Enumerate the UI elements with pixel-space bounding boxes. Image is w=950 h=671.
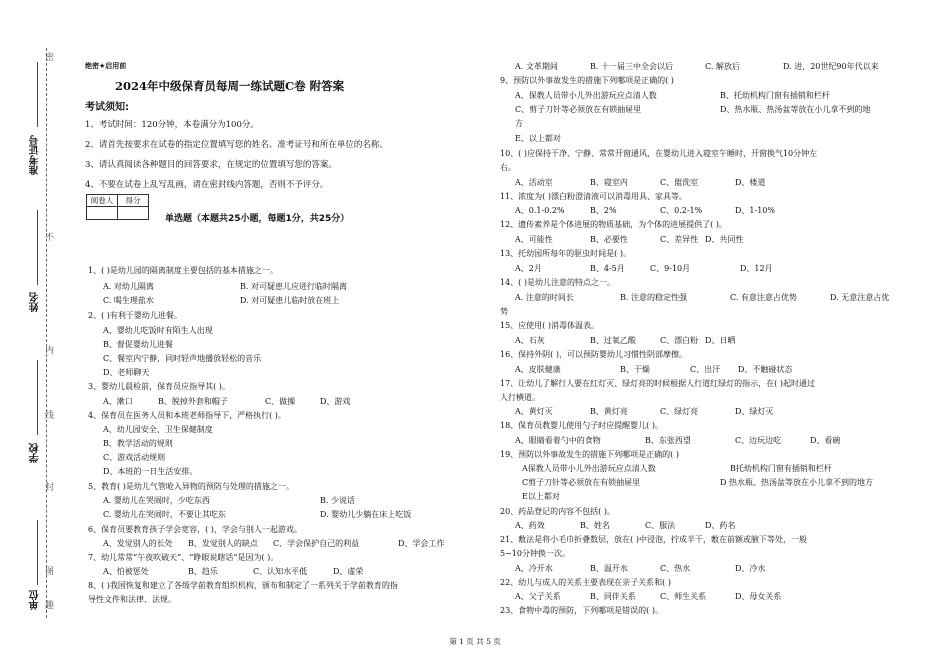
unit-label: 单位	[30, 590, 41, 610]
answer-option: C剪子刀针等必须放在有锁抽屉里	[522, 478, 641, 487]
answer-option: D、老师聊天	[103, 368, 150, 377]
answer-option: D、12月	[740, 264, 773, 273]
score-cell[interactable]	[118, 207, 149, 220]
answer-option: B、姓名	[580, 521, 610, 530]
question-text: 5、教育( )是幼儿气管呛入异物的预防与处理的措施之一。	[88, 482, 294, 491]
answer-option: C. 喝生理盐水	[103, 296, 154, 305]
answer-option: C、师生关系	[660, 592, 707, 601]
answer-option: C. 解放后	[705, 62, 740, 71]
answer-option: A、眼睛看着勺中的食物	[515, 436, 601, 445]
answer-option: D 热水瓶、热汤盆等放在小儿拿不到的地方	[720, 478, 873, 487]
answer-option: B、趋乐	[188, 567, 218, 576]
question-text: 12、遗传素养是个体进展的物质基础，为个体的进展提供了( )。	[500, 220, 727, 229]
answer-option: B、发觉别人的缺点	[188, 539, 258, 548]
answer-option: B、教学活动的规则	[103, 439, 173, 448]
answer-option: B、4-5月	[590, 264, 625, 273]
answer-option: C、0.2-1%	[660, 206, 703, 215]
margin-mark: 内	[43, 345, 53, 354]
question-text: 1、( )是幼儿园的隔离制度主要包括的基本措施之一。	[88, 266, 278, 275]
answer-option: C、热水	[660, 564, 691, 573]
grader-cell[interactable]	[87, 207, 118, 220]
answer-option: B、必要性	[590, 235, 628, 244]
answer-option: D、1-10%	[735, 206, 775, 215]
answer-option: A、活动室	[515, 178, 553, 187]
answer-option: C. 婴幼儿在哭闹时，不要让其吃东	[103, 510, 226, 519]
question-text: 导性文件和法律、法规。	[88, 595, 176, 604]
answer-option: C、餐室内宁静，同时轻声地播放轻松的音乐	[103, 354, 262, 363]
answer-option: B、寝室内	[590, 178, 628, 187]
school-line	[37, 360, 38, 435]
answer-option: A、2月	[515, 264, 542, 273]
margin-mark: 图	[43, 566, 53, 575]
question-text: 6、保育员要教育孩子学会宽容，( )，学会与别人一起游戏。	[88, 525, 302, 534]
answer-option: A. 文革期间	[515, 62, 558, 71]
answer-option: A. 婴幼儿在哭闹时，少吃东西	[103, 496, 210, 505]
answer-option: C. 有意注意占优势	[730, 293, 797, 302]
question-text: 21、敷法是将小毛巾折叠数层，放在( )中浸泡，拧成半干，敷在前额或腋下等处，一般	[500, 535, 807, 544]
unit-line	[37, 520, 38, 585]
question-text: 13、托幼园所每年的驱虫时间是( )。	[500, 249, 631, 258]
question-text: 17、让幼儿了解行人要在红灯灭、绿灯亮的时候根据人行道红绿灯的指示，在( )起时通过	[500, 379, 815, 388]
notice-item: 3、请认真阅读各种题目的回答要求，在规定的位置填写您的答案。	[85, 160, 337, 170]
answer-option: D、冷水	[735, 564, 766, 573]
question-text: 人行横道。	[500, 393, 540, 402]
seal-line	[46, 48, 47, 618]
question-text: 20、药品登记的内容不包括( )。	[500, 507, 615, 516]
question-text: 19、预防以外事故发生的措施下列哪项是正确的( )	[500, 450, 679, 459]
question-text: 22、幼儿与成人的关系主要表现在亲子关系和( )	[500, 578, 671, 587]
question-text: 8、( )我国恢复和建立了各级学前教育组织机构，颁布和制定了一系列关于学前教育的指	[88, 581, 398, 590]
answer-option: B、干燥	[620, 365, 650, 374]
answer-option: B、东张西望	[645, 436, 691, 445]
answer-option: C、9-10月	[650, 264, 691, 273]
binding-margin	[0, 0, 62, 671]
question-text: 15、应使用( )消毒体温表。	[500, 321, 599, 330]
question-text: 11、浓度为( )漂白粉澄清液可以消毒用具、家具等。	[500, 192, 687, 201]
secret-mark: 绝密★启用前	[85, 62, 127, 70]
answer-option: A、0.1-0.2%	[515, 206, 565, 215]
answer-option: A保教人员带小儿外出游玩应点清人数	[522, 464, 656, 473]
page-title: 2024年中级保育员每周一练试题C卷 附答案	[115, 79, 345, 93]
answer-option: D、日晒	[705, 336, 736, 345]
answer-option: D、学会工作	[398, 539, 445, 548]
answer-option: C、盥洗室	[660, 178, 699, 187]
answer-option: C、做操	[265, 397, 296, 406]
answer-option: D、母女关系	[735, 592, 782, 601]
notice-heading: 考试须知:	[85, 102, 129, 113]
answer-option: D. 无意注意占优	[830, 293, 890, 302]
answer-option: A、药效	[515, 521, 545, 530]
answer-option: E以上都对	[522, 492, 560, 501]
answer-option: A、怕被惩处	[103, 567, 149, 576]
question-text: 右。	[500, 163, 516, 172]
answer-option: B. 少说话	[320, 496, 355, 505]
answer-option: D、看碗	[810, 436, 841, 445]
answer-option: D. 进，20世纪90年代以来	[783, 62, 879, 71]
answer-option: B、督促婴幼儿进餐	[103, 340, 173, 349]
question-text: 3、婴幼儿晨检前，保育员应指导其( )。	[88, 382, 230, 391]
notice-item: 1、考试时间：120分钟，本卷满分为100分。	[85, 120, 259, 130]
answer-option: B托幼机构门窗有插销和栏杆	[730, 464, 832, 473]
answer-option: D、楼道	[735, 178, 766, 187]
answer-option: A、皮肤健康	[515, 365, 561, 374]
name-line	[37, 210, 38, 285]
notice-item: 4、不要在试卷上乱写乱画，请在密封线内答题，否则不予评分。	[85, 180, 329, 190]
question-text: 5~10分钟换一次。	[500, 549, 570, 558]
answer-option: B. 十一届三中全会以后	[590, 62, 673, 71]
answer-option: D. 对可疑患儿临时放在班上	[240, 296, 340, 305]
answer-option: B、同伴关系	[590, 592, 636, 601]
answer-option: C、认知水平低	[253, 567, 308, 576]
answer-option: A、幼儿园安全、卫生保健制度	[103, 425, 213, 434]
question-text: 14、( )是幼儿注意的特点之一。	[500, 278, 615, 287]
section-heading: 单选题（本题共25小题，每题1分，共25分）	[165, 214, 350, 224]
answer-option: E、以上都对	[515, 134, 561, 143]
answer-option: A、婴幼儿吃饭时有陌生人出现	[103, 326, 213, 335]
margin-mark: 趣	[43, 600, 53, 609]
question-text: 10、( )应保持干净、宁静、常常开窗通风，在婴幼儿进入寝室午睡时，开窗换气10分钟左	[500, 149, 818, 158]
answer-option: C、漂白粉	[660, 336, 699, 345]
answer-option: B、过氧乙酸	[590, 336, 636, 345]
answer-option: D、游戏	[320, 397, 351, 406]
answer-option: D、本班的一日生活安排。	[103, 467, 198, 476]
answer-option: D、虚荣	[333, 567, 364, 576]
score-box	[86, 194, 149, 220]
margin-mark: 不	[43, 232, 53, 241]
answer-option: 势	[500, 307, 508, 316]
score-header: 得分	[118, 195, 149, 207]
answer-option: D、不触碰状态	[738, 365, 793, 374]
answer-option: A、可能性	[515, 235, 553, 244]
answer-option: A、冷开水	[515, 564, 553, 573]
answer-option: B、温开水	[590, 564, 628, 573]
answer-option: B、2%	[590, 206, 617, 215]
answer-option: C、差异性	[660, 235, 699, 244]
answer-option: A. 注意的时间长	[515, 293, 574, 302]
question-text: 7、幼儿常常“午夜吹破天”、“睁眼说瞎话”是因为( )。	[88, 553, 279, 562]
answer-option: 方	[515, 119, 523, 128]
answer-option: C、剪子刀针等必须放在有锁抽屉里	[515, 105, 642, 114]
answer-option: D、药名	[705, 521, 736, 530]
page-footer: 第 1 页 共 5 页	[449, 637, 501, 646]
answer-option: A、漱口	[103, 397, 133, 406]
admit-number-label: 准考证号	[30, 135, 41, 175]
answer-option: B、托幼机构门窗有插销和栏杆	[720, 91, 830, 100]
answer-option: C、游戏活动规则	[103, 453, 166, 462]
answer-option: A、石灰	[515, 336, 545, 345]
school-label: 学校	[30, 443, 41, 463]
question-text: 18、保育员教婴儿使用勺子时应提醒婴儿( )。	[500, 421, 663, 430]
answer-option: A. 对幼儿隔离	[103, 282, 154, 291]
answer-option: C、出汗	[690, 365, 721, 374]
grader-header: 阅卷人	[87, 195, 118, 207]
answer-option: B、脱掉外套和帽子	[158, 397, 228, 406]
answer-option: C、学会保护自己的利益	[273, 539, 360, 548]
question-text: 23、食物中毒的预防，下列哪项是错误的( )。	[500, 606, 663, 615]
answer-option: A、父子关系	[515, 592, 561, 601]
margin-mark: 密	[43, 52, 53, 61]
answer-option: C、绿灯亮	[660, 407, 699, 416]
notice-item: 2、请首先按要求在试卷的指定位置填写您的姓名、准考证号和所在单位的名称。	[85, 140, 388, 150]
question-text: 9、预防以外事故发生的措施下列哪项是正确的( )	[500, 76, 674, 85]
answer-option: A、发觉别人的长处	[103, 539, 173, 548]
margin-mark: 封	[43, 482, 53, 491]
answer-option: B. 对可疑患儿应进行临时隔离	[240, 282, 347, 291]
question-text: 4、保育员在医务人员和本班老师指导下，严格执行( )。	[88, 411, 286, 420]
question-text: 16、保持外阴( )，可以预防婴幼儿习惯性阴部摩擦。	[500, 350, 687, 359]
answer-option: C、边玩边吃	[735, 436, 782, 445]
answer-option: D、共同性	[705, 235, 744, 244]
answer-option: A、黄灯灭	[515, 407, 553, 416]
admit-number-line	[37, 62, 38, 127]
answer-option: D、热水瓶、热汤盆等放在小儿拿不到的地	[720, 105, 871, 114]
margin-mark: 线	[43, 410, 53, 419]
name-label: 姓名	[30, 292, 41, 312]
answer-option: A、保教人员带小儿外出游玩应点清人数	[515, 91, 657, 100]
answer-option: C、服法	[645, 521, 676, 530]
answer-option: B. 注意的稳定性强	[620, 293, 687, 302]
answer-option: D、绿灯灭	[735, 407, 774, 416]
answer-option: B、黄灯亮	[590, 407, 628, 416]
answer-option: D. 婴幼儿少躺在床上吃饭	[320, 510, 412, 519]
question-text: 2、( )有利于婴幼儿进餐。	[88, 311, 182, 320]
